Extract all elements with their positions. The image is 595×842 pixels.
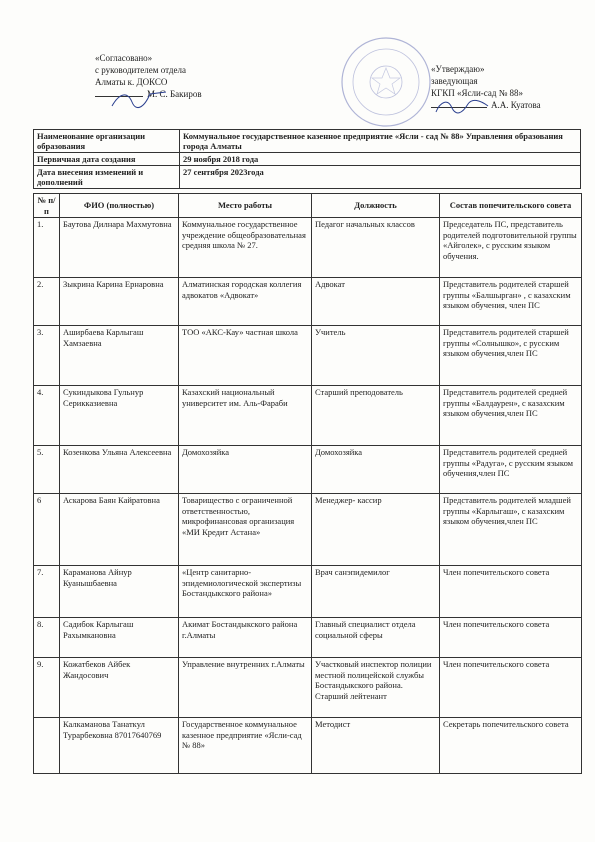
cell-workplace: ТОО «АКС-Кау» частная школа — [179, 326, 312, 386]
cell-number — [34, 718, 60, 774]
cell-workplace: Акимат Бостандыкского района г.Алматы — [179, 618, 312, 658]
handwritten-signature-right — [432, 96, 492, 118]
table-row — [34, 278, 582, 326]
approval-agreed-title: «Согласовано» — [95, 53, 153, 63]
table-row — [34, 218, 582, 278]
cell-number: 4. — [34, 386, 60, 446]
cell-workplace: Коммунальное государственное учреждение общеобразовательная средняя школа № 27. — [179, 218, 312, 278]
approval-agreed-line3: Алматы к. ДОКСО — [95, 77, 168, 87]
cell-board-role: Представитель родителей младшей группы «Карлыгаш», с казахским языком обучения,член ПС — [440, 494, 582, 566]
info-row — [34, 166, 581, 189]
cell-name: Кожатбеков Айбек Жандосович — [60, 658, 179, 718]
cell-name: Козенкова Ульяна Алексеевна — [60, 446, 179, 494]
table-row — [34, 618, 582, 658]
cell-name: Калкаманова Танаткул Турарбековна 87017640769 — [60, 718, 179, 774]
table-row — [34, 718, 582, 774]
table-row — [34, 326, 582, 386]
approval-agreed-line2: с руководителем отдела — [95, 65, 186, 75]
cell-position: Старший преподователь — [312, 386, 440, 446]
cell-workplace: Товарищество с ограниченной ответственностью, микрофинансовая организация «МИ Кредит Астана» — [179, 494, 312, 566]
cell-workplace: Управление внутренних г.Алматы — [179, 658, 312, 718]
cell-workplace: «Центр санитарно-эпидемиологической экспертизы Бостандыкского района» — [179, 566, 312, 618]
cell-board-role: Секретарь попечительского совета — [440, 718, 582, 774]
cell-number: 6 — [34, 494, 60, 566]
cell-name: Караманова Айнур Куанышбаевна — [60, 566, 179, 618]
cell-board-role: Представитель родителей средней группы «Радуга», с русским языком обучения,член ПС — [440, 446, 582, 494]
info-label: Наименование организации образования — [34, 130, 180, 153]
cell-number: 7. — [34, 566, 60, 618]
cell-number: 2. — [34, 278, 60, 326]
cell-name: Аскарова Баян Кайратовна — [60, 494, 179, 566]
approval-agreed-name: М. С. Бакиров — [147, 89, 202, 99]
cell-position: Менеджер- кассир — [312, 494, 440, 566]
table-row — [34, 494, 582, 566]
cell-position: Домохозяйка — [312, 446, 440, 494]
approval-approved-name: А.А. Куатова — [491, 100, 541, 110]
cell-name: Садибок Карлыгаш Рахымкановна — [60, 618, 179, 658]
info-label: Первичная дата создания — [34, 153, 180, 166]
column-header-number: № п/п — [34, 194, 60, 218]
cell-name: Аширбаева Карлыгаш Хамзаевна — [60, 326, 179, 386]
organization-info-table — [33, 129, 581, 189]
info-label: Дата внесения изменений и дополнений — [34, 166, 180, 189]
cell-name: Зыкрина Карина Ернаровна — [60, 278, 179, 326]
info-value: 27 сентября 2023года — [180, 166, 581, 189]
cell-board-role: Представитель родителей средней группы «Балдаурен», с казахским языком обучения,член ПС — [440, 386, 582, 446]
cell-board-role: Член попечительского совета — [440, 566, 582, 618]
cell-number: 5. — [34, 446, 60, 494]
info-value: Коммунальное государственное казенное предприятие «Ясли - сад № 88» Управления образования города Алматы — [180, 130, 581, 153]
cell-position: Главный специалист отдела социальной сферы — [312, 618, 440, 658]
cell-position: Учитель — [312, 326, 440, 386]
cell-position: Участковый инспектор полиции местной полицейской службы Бостандыкского района. Старший лейтенант — [312, 658, 440, 718]
cell-workplace: Домохозяйка — [179, 446, 312, 494]
cell-name: Баутова Дилнара Махмутовна — [60, 218, 179, 278]
cell-position: Методист — [312, 718, 440, 774]
cell-position: Адвокат — [312, 278, 440, 326]
table-header-row — [34, 194, 582, 218]
handwritten-signature-left — [110, 88, 170, 110]
official-seal-stamp — [340, 36, 432, 128]
cell-number: 8. — [34, 618, 60, 658]
cell-position: Педагог начальных классов — [312, 218, 440, 278]
column-header-name: ФИО (полностью) — [60, 194, 179, 218]
cell-workplace: Государственное коммунальное казенное предприятие «Ясли-сад № 88» — [179, 718, 312, 774]
approval-approved-title: «Утверждаю» — [431, 64, 485, 74]
table-row — [34, 386, 582, 446]
approval-approved-line3: КГКП «Ясли-сад № 88» — [431, 88, 524, 98]
cell-number: 3. — [34, 326, 60, 386]
cell-board-role: Председатель ПС, представитель родителей подготовительной группы «Айголек», с русским языком обучения. — [440, 218, 582, 278]
cell-number: 1. — [34, 218, 60, 278]
column-header-board-role: Состав попечительского совета — [440, 194, 582, 218]
cell-workplace: Казахский национальный университет им. Аль-Фараби — [179, 386, 312, 446]
board-members-table — [33, 193, 582, 774]
info-value: 29 ноября 2018 года — [180, 153, 581, 166]
cell-position: Врач санэпидемилог — [312, 566, 440, 618]
cell-name: Сукиндыкова Гульнур Серикказиевна — [60, 386, 179, 446]
approval-approved-line2: заведующая — [431, 76, 478, 86]
info-row — [34, 153, 581, 166]
table-row — [34, 566, 582, 618]
column-header-position: Должность — [312, 194, 440, 218]
cell-number: 9. — [34, 658, 60, 718]
info-row — [34, 130, 581, 153]
column-header-workplace: Место работы — [179, 194, 312, 218]
cell-workplace: Алматинская городская коллегия адвокатов «Адвокат» — [179, 278, 312, 326]
table-row — [34, 446, 582, 494]
cell-board-role: Член попечительского совета — [440, 618, 582, 658]
cell-board-role: Представитель родителей старшей группы «Солнышко», с русским языком обучения,член ПС — [440, 326, 582, 386]
cell-board-role: Представитель родителей старшей группы «Балшырган» , с казахским языком обучения, член ПС — [440, 278, 582, 326]
cell-board-role: Член попечительского совета — [440, 658, 582, 718]
table-row — [34, 658, 582, 718]
